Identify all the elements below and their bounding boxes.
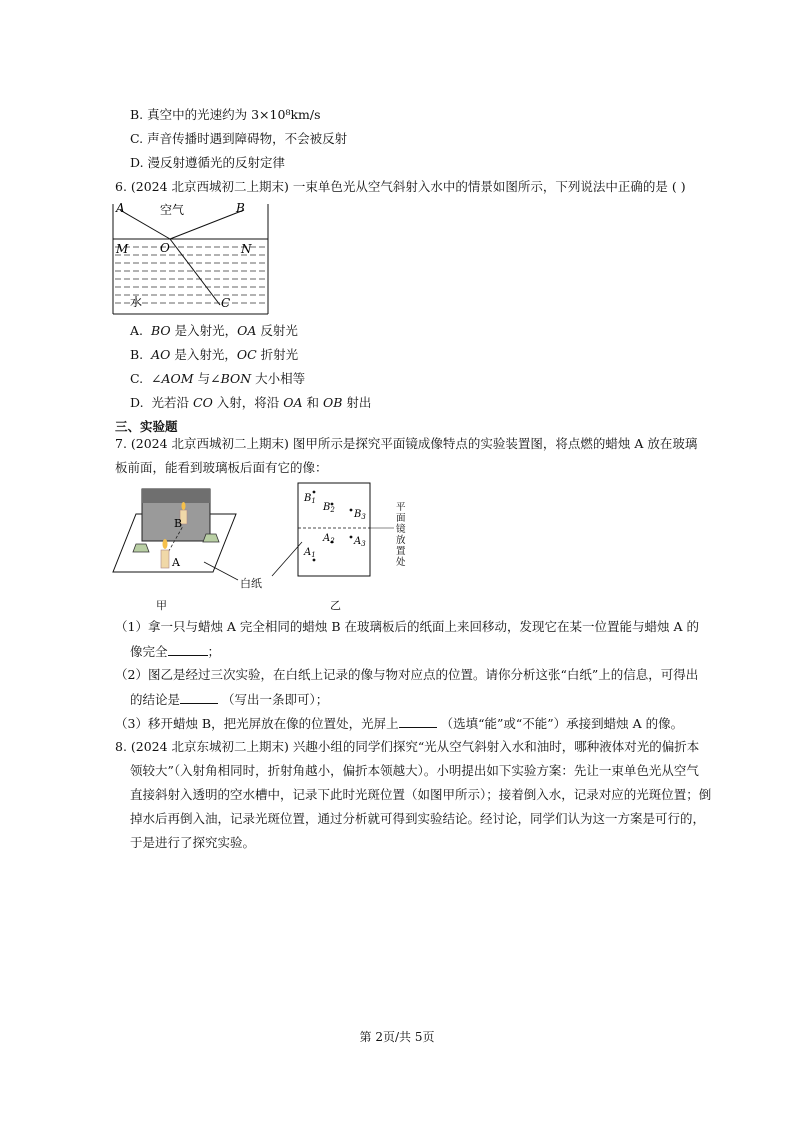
q7-point-b3: $B_3$	[354, 509, 366, 521]
q6-refraction-diagram	[108, 198, 278, 318]
q7-white-paper-label: 白纸	[240, 577, 262, 590]
q7-mirror-char-6: 处	[396, 557, 406, 568]
section-title: 三、实验题	[115, 419, 178, 434]
q7-point-a1: $A_1$	[304, 547, 316, 559]
q7-sub1-answer-blank[interactable]	[168, 643, 208, 656]
q7-point-b2: $B_2$	[323, 502, 335, 514]
q7-stem-line2: 板前面，能看到玻璃板后面有它的像：	[115, 460, 328, 475]
q7-mirror-char-5: 置	[396, 546, 406, 557]
q5-option-d: D. 漫反射遵循光的反射定律	[130, 155, 286, 170]
q7-sub3: （3）移开蜡烛 B，把光屏放在像的位置处，光屏上 （选填“能”或“不能”）承接到蜡烛 A 的像。	[115, 716, 684, 731]
q7-candle-a-label: A	[172, 556, 180, 569]
q6-option-b: B. AO 是入射光，OC 折射光	[130, 347, 299, 362]
q6-option-d: D. 光若沿 CO 入射，将沿 OA 和 OB 射出	[130, 395, 372, 410]
q7-point-a2: $A_2$	[323, 533, 335, 545]
q8-line5: 于是进行了探究实验。	[130, 835, 256, 850]
q8-line3: 直接斜射入透明的空水槽中，记录下此时光斑位置（如图甲所示）；接着倒入水，记录对应的光斑位置；倒	[130, 787, 712, 802]
q7-stem-line1: 7. (2024 北京西城初二上期末) 图甲所示是探究平面镜成像特点的实验装置图，将点燃的蜡烛 A 放在玻璃	[115, 436, 698, 451]
q8-line4: 掉水后再倒入油，记录光斑位置，通过分析就可得到实验结论。经讨论，同学们认为这一方案是可行的，	[130, 811, 706, 826]
q7-figure-jia	[108, 484, 278, 589]
q6-point-m-label: M	[116, 242, 129, 256]
q6-point-o-label: O	[160, 241, 170, 255]
q6-air-label: 空气	[160, 203, 185, 217]
q6-point-a-label: A	[116, 201, 125, 215]
q7-point-b1: $B_1$	[304, 493, 316, 505]
q6-point-n-label: N	[241, 242, 252, 256]
q7-label-yi: 乙	[330, 599, 341, 612]
q8-line1: 8. (2024 北京东城初二上期末) 兴趣小组的同学们探究“光从空气斜射入水和油时，哪种液体对光的偏折本	[115, 739, 700, 754]
q6-point-b-label: B	[236, 201, 245, 215]
q7-label-jia: 甲	[156, 599, 167, 612]
q7-sub1-line1: （1）拿一只与蜡烛 A 完全相同的蜡烛 B 在玻璃板后的纸面上来回移动，发现它在某一位置能与蜡烛 A 的	[115, 619, 700, 634]
q7-mirror-char-3: 镜	[396, 524, 406, 535]
q6-water-label: 水	[130, 295, 143, 309]
page-footer: 第 2页/共 5页	[359, 1030, 435, 1044]
q7-mirror-char-2: 面	[396, 513, 406, 524]
q7-sub2-line1: （2）图乙是经过三次实验，在白纸上记录的像与物对应点的位置。请你分析这张“白纸”上的信息，可得出	[115, 667, 699, 682]
q7-mirror-char-1: 平	[396, 502, 406, 513]
q7-sub2-answer-blank[interactable]	[180, 691, 218, 704]
q7-sub3-answer-blank[interactable]	[399, 715, 437, 728]
q6-option-c: C. ∠AOM 与∠BON 大小相等	[130, 371, 306, 386]
q5-option-b: B. 真空中的光速约为 3×10⁸km/s	[130, 107, 321, 122]
q7-mirror-char-4: 放	[396, 535, 406, 546]
q7-sub1-line2: 像完全 ；	[130, 644, 221, 659]
q5-option-c: C. 声音传播时遇到障碍物，不会被反射	[130, 131, 348, 146]
q7-point-a3: $A_3$	[354, 536, 366, 548]
q7-candle-b-label: B	[174, 517, 183, 530]
q7-figure-yi	[270, 480, 420, 580]
q8-line2: 领较大”（入射角相同时，折射角越小，偏折本领越大）。小明提出如下实验方案：先让一束单色光从空气	[130, 763, 699, 778]
q6-option-a: A. BO 是入射光，OA 反射光	[130, 323, 298, 338]
q6-stem: 6. (2024 北京西城初二上期末) 一束单色光从空气斜射入水中的情景如图所示，下列说法中正确的是 ( )	[115, 179, 686, 194]
q7-sub2-line2: 的结论是 （写出一条即可）；	[130, 692, 329, 707]
q6-point-c-label: C	[221, 296, 231, 310]
